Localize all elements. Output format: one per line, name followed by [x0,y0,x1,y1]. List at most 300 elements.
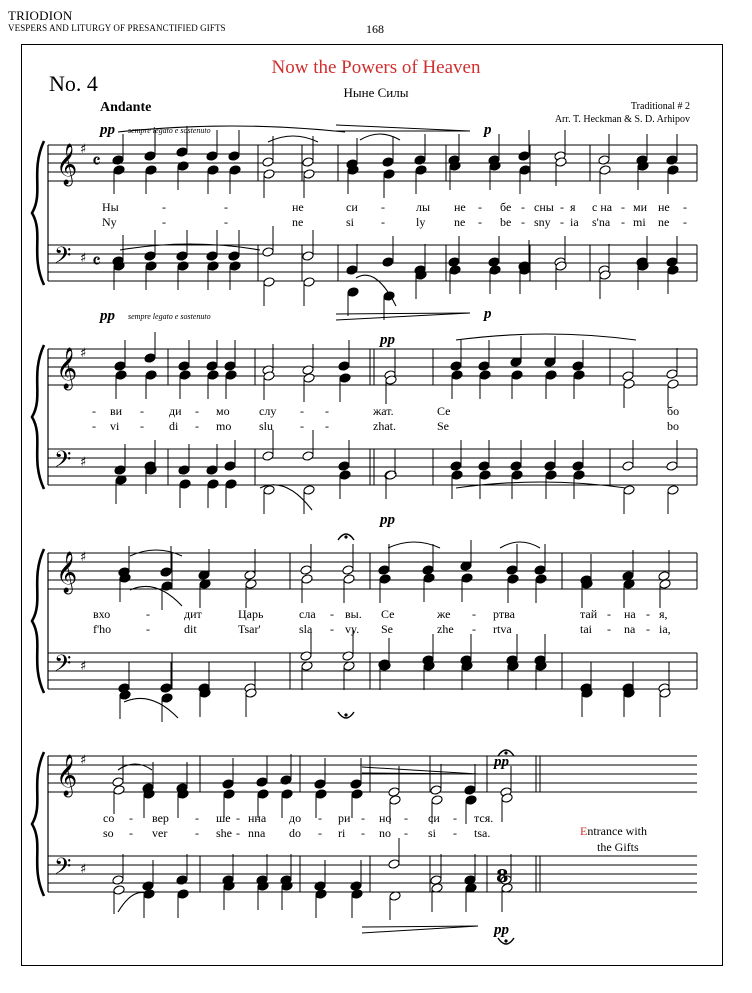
dynamic-pp: pp [100,122,115,138]
lyric-syllable-cyr: вхо [93,607,111,621]
lyric-syllable-lat: Ny [102,215,117,229]
lyric-syllable-lat: ne [454,215,466,229]
slur [388,542,440,548]
soprano-note [144,353,156,364]
lyric-syllable-cyr: слу [259,404,277,418]
rubric-line-2: the Gifts [597,840,639,854]
lyric-syllable-lat: - [224,215,228,229]
lyric-syllable-lat: - [472,622,476,636]
lyric-syllable-lat: - [683,215,687,229]
soprano-note [224,361,236,372]
tempo-marking: Andante [100,100,152,115]
lyric-syllable-cyr: на [624,607,636,621]
bass-note [263,277,275,288]
system-4-brace [32,752,44,896]
lyric-syllable-cyr: - [318,811,322,825]
lyric-syllable-cyr: - [129,811,133,825]
lyric-syllable-cyr: ви [110,404,123,418]
lyric-syllable-cyr: но [379,811,392,825]
lyric-syllable-cyr: лы [416,200,431,214]
system-2-bass-key-sharp: ♯ [80,455,87,470]
bass-note [177,261,189,272]
piece-number: No. 4 [49,71,98,96]
soprano-note [342,565,354,576]
bass-note [489,265,501,276]
lyric-syllable-lat: - [146,622,150,636]
tenor-note [342,651,354,662]
bass-note [667,265,679,276]
lyric-syllable-lat: ver [152,826,168,840]
tenor-note [448,257,460,268]
alto-note [225,370,237,381]
lyric-syllable-cyr: вы. [345,607,362,621]
lyric-syllable-cyr: Ны [102,200,119,214]
lyric-syllable-cyr: - [621,200,625,214]
lyric-syllable-lat: ia, [659,622,671,636]
lyric-syllable-lat: - [318,826,322,840]
soprano-note [228,151,240,162]
lyric-syllable-cyr: нна [248,811,267,825]
tenor-note [142,881,154,892]
soprano-note [518,151,530,162]
alto-note [431,795,443,806]
system-3-bass-key-sharp: ♯ [80,659,87,674]
bass-note [303,277,315,288]
fermata-dot [504,939,507,942]
soprano-note [222,779,234,790]
tenor-note [464,875,476,886]
bass-note [225,479,237,490]
fermata-dot [344,713,347,716]
lyric-syllable-lat: - [129,826,133,840]
soprano-note [382,157,394,168]
lyric-syllable-cyr: не [454,200,466,214]
system-1-brace [32,141,44,285]
lyric-syllable-lat: - [195,826,199,840]
tenor-note [488,257,500,268]
soprano-note [280,775,292,786]
lyric-syllable-cyr: ртва [493,607,515,621]
section-title: VESPERS AND LITURGY OF PRESANCTIFIED GIFTS [8,23,226,33]
tenor-note [176,251,188,262]
tenor-note [262,247,274,258]
tenor-note [178,465,190,476]
piece-subtitle: Ныне Силы [343,85,409,100]
tenor-note [622,461,634,472]
tenor-note [510,461,522,472]
bass-note [161,693,173,704]
lyric-syllable-cyr: си [346,200,358,214]
tenor-note [112,875,124,886]
lyric-syllable-lat: so [103,826,114,840]
lyric-syllable-lat: ri [338,826,346,840]
alto-note [303,169,315,180]
lyric-syllable-cyr: со [103,811,115,825]
rubric-line-1: Entrance with [580,824,647,838]
bass-note [177,889,189,900]
soprano-note [314,779,326,790]
lyric-syllable-lat: - [621,215,625,229]
soprano-note [598,155,610,166]
bass-note [449,265,461,276]
tenor-note [388,859,400,870]
expression-marking: sempre legato e sostenuto [128,126,211,135]
dynamic-pp: pp [494,754,509,770]
lyric-syllable-lat: - [453,826,457,840]
system-1-treble-key-sharp: ♯ [80,142,87,157]
lyric-syllable-cyr: я, [659,607,668,621]
lyric-syllable-lat: - [92,419,96,433]
lyric-syllable-cyr: - [162,200,166,214]
lyric-syllable-lat: - [521,215,525,229]
lyric-syllable-lat: vi [110,419,120,433]
soprano-note [506,565,518,576]
system-3-treble-key-sharp: ♯ [80,550,87,565]
alto-note [415,165,427,176]
dynamic-pp: pp [494,922,509,938]
alto-note [207,370,219,381]
soprano-note [666,155,678,166]
tenor-note [666,461,678,472]
tenor-note [206,251,218,262]
alto-note [263,169,275,180]
bass-note [179,479,191,490]
lyric-syllable-cyr: сла [299,607,316,621]
lyric-syllable-lat: - [162,215,166,229]
soprano-note [112,777,124,788]
bass-note [451,470,463,481]
lyric-syllable-cyr: - [195,404,199,418]
lyric-syllable-cyr: тся. [474,811,494,825]
dynamic-pp: pp [380,512,395,528]
lyric-syllable-lat: ly [416,215,426,229]
lyric-syllable-cyr: - [560,200,564,214]
lyric-syllable-cyr: не [658,200,670,214]
soprano-note [112,155,124,166]
lyric-syllable-lat: f'ho [93,622,112,636]
alto-note [535,574,547,585]
lyric-syllable-lat: sla [299,622,313,636]
alto-note [511,370,523,381]
dynamic-pp: pp [380,332,395,348]
tenor-note [346,265,358,276]
lyric-syllable-cyr: - [325,404,329,418]
lyric-syllable-cyr: - [330,607,334,621]
system-2-bass-clef: 𝄢 [54,447,72,478]
lyric-syllable-cyr: - [146,607,150,621]
lyric-syllable-cyr: ше [216,811,231,825]
lyric-syllable-lat: no [379,826,391,840]
alto-note [301,574,313,585]
alto-note [667,165,679,176]
tenor-note [206,465,218,476]
tenor-note [224,461,236,472]
lyric-syllable-lat: na [624,622,636,636]
lyric-syllable-lat: s'na [592,215,611,229]
lyric-syllable-cyr: сны [534,200,554,214]
system-3-brace [32,549,44,693]
bass-note [207,261,219,272]
lyric-syllable-cyr: - [92,404,96,418]
soprano-note [388,787,400,798]
lyric-syllable-cyr: бо [667,404,680,418]
tenor-note [114,465,126,476]
slur [456,334,636,340]
bass-note [479,470,491,481]
lyric-syllable-lat: - [646,622,650,636]
alto-note [465,795,477,806]
soprano-note [414,155,426,166]
lyric-syllable-cyr: Се [437,404,451,418]
soprano-note [464,785,476,796]
tenor-note [144,251,156,262]
alto-note [423,573,435,584]
bass-note [303,485,315,496]
system-1-bass-clef: 𝄢 [54,243,72,274]
system-1-treble-time-signature: 𝄴 [92,149,101,173]
alto-note [223,789,235,800]
tenor-note [302,251,314,262]
dynamic-p: p [484,122,492,138]
bass-note [145,261,157,272]
soprano-note [338,361,350,372]
alto-note [461,573,473,584]
lyric-syllable-lat: Se [437,419,449,433]
soprano-note [206,151,218,162]
lyric-syllable-cyr: Се [381,607,395,621]
bass-note [545,470,557,481]
system-2-treble-key-sharp: ♯ [80,346,87,361]
lyric-syllable-lat: dit [184,622,197,636]
alto-note [507,574,519,585]
bass-note [351,889,363,900]
lyric-syllable-cyr: вер [152,811,169,825]
dynamic-pp: pp [100,308,115,324]
lyric-syllable-lat: ia [570,215,579,229]
lyric-syllable-cyr: мо [216,404,230,418]
lyric-syllable-lat: - [381,215,385,229]
octave-marking: 8 [496,866,509,887]
lyric-syllable-lat: ne [658,215,670,229]
soprano-note [622,371,634,382]
lyric-syllable-lat: Se [381,622,393,636]
tenor-note [350,881,362,892]
lyric-syllable-cyr: ди [169,404,182,418]
alto-note [229,165,241,176]
tenor-note [300,651,312,662]
lyric-syllable-lat: - [140,419,144,433]
credit-traditional: Traditional # 2 [630,101,690,112]
lyric-syllable-lat: zhe [437,622,454,636]
bass-note [623,485,635,496]
bass-note [573,470,585,481]
fermata-dot [344,535,347,538]
decrescendo-hairpin [336,125,470,131]
lyric-syllable-lat: ne [292,215,304,229]
alto-note [145,165,157,176]
soprano-note [302,365,314,376]
lyric-syllable-lat: - [330,622,334,636]
lyric-syllable-lat: vy. [345,622,360,636]
slur [268,136,318,142]
lyric-syllable-cyr: си [428,811,440,825]
alto-note [623,379,635,390]
bass-note [229,261,241,272]
lyric-syllable-lat: di [169,419,179,433]
soprano-note [256,777,268,788]
soprano-note [302,157,314,168]
bass-note [511,470,523,481]
soprano-note [350,779,362,790]
soprano-note [450,361,462,372]
book-title: TRIODION [8,8,73,23]
lyric-syllable-lat: - [325,419,329,433]
lyric-syllable-cyr: с на [592,200,613,214]
system-1-bass-time-signature: 𝄴 [92,249,101,273]
lyric-syllable-cyr: - [453,811,457,825]
lyric-syllable-lat: be [500,215,512,229]
soprano-note [430,785,442,796]
lyric-syllable-lat: sny [534,215,551,229]
soprano-note [478,361,490,372]
lyric-syllable-cyr: жат. [373,404,394,418]
alto-note [389,795,401,806]
lyric-syllable-lat: she [216,826,232,840]
lyric-syllable-cyr: - [224,200,228,214]
tenor-note [302,451,314,462]
lyric-syllable-cyr: - [521,200,525,214]
system-3-treble-clef: 𝄞 [56,552,78,593]
lyric-syllable-cyr: дит [184,607,202,621]
soprano-note [114,361,126,372]
bass-note [113,885,125,896]
system-2-brace [32,345,44,489]
alto-note [479,370,491,381]
tenor-note [666,257,678,268]
lyric-syllable-cyr: - [140,404,144,418]
alto-note [281,789,293,800]
system-4-treble-key-sharp: ♯ [80,753,87,768]
lyric-syllable-lat: zhat. [373,419,396,433]
lyric-syllable-lat: tai [580,622,592,636]
system-4-bass-clef: 𝄢 [54,854,72,885]
soprano-note [178,361,190,372]
alto-note [177,161,189,172]
lyric-syllable-cyr: бе [500,200,512,214]
system-4-bass-key-sharp: ♯ [80,862,87,877]
expression-marking: sempre legato e sostenuto [128,312,211,321]
alto-note [545,370,557,381]
lyric-syllable-lat: tsa. [474,826,491,840]
tenor-note [544,461,556,472]
tenor-note [478,461,490,472]
bass-note [339,470,351,481]
soprano-note [378,565,390,576]
alto-note [207,165,219,176]
alto-note [451,370,463,381]
lyric-syllable-lat: do [289,826,301,840]
slur [356,275,396,306]
bass-note [667,485,679,496]
lyric-syllable-cyr: ми [633,200,648,214]
credit-arrangers: Arr. T. Heckman & S. D. Arhipov [554,114,690,125]
soprano-note [422,565,434,576]
lyric-syllable-cyr: - [472,607,476,621]
dynamic-p: p [484,306,492,322]
alto-note [315,789,327,800]
tenor-note [262,451,274,462]
bass-note [383,291,395,302]
lyric-syllable-cyr: не [292,200,304,214]
tenor-note [176,875,188,886]
lyric-syllable-lat: - [361,826,365,840]
tenor-note [430,875,442,886]
lyric-syllable-lat: mi [633,215,646,229]
lyric-syllable-lat: si [346,215,355,229]
lyric-syllable-lat: mo [216,419,232,433]
lyric-syllable-lat: Tsar' [238,622,261,636]
lyric-syllable-lat: rtva [493,622,512,636]
lyric-syllable-cyr: - [381,200,385,214]
lyric-syllable-lat: - [560,215,564,229]
lyric-syllable-cyr: - [683,200,687,214]
alto-note [343,574,355,585]
alto-note [303,373,315,384]
lyric-syllable-cyr: тай [580,607,598,621]
system-4-treble-clef: 𝄞 [56,755,78,796]
alto-note [115,370,127,381]
alto-note [519,165,531,176]
lyric-syllable-lat: slu [259,419,274,433]
lyric-syllable-cyr: Царь [238,607,264,621]
alto-note [179,370,191,381]
slur [360,134,400,140]
alto-note [145,370,157,381]
bass-note [347,287,359,298]
tenor-note [338,461,350,472]
tenor-note [382,257,394,268]
alto-note [113,785,125,796]
lyric-syllable-cyr: - [300,404,304,418]
lyric-syllable-cyr: же [437,607,451,621]
alto-note [161,581,173,592]
soprano-note [206,361,218,372]
lyric-syllable-cyr: - [195,811,199,825]
lyric-syllable-lat: bo [667,419,679,433]
lyric-syllable-cyr: до [289,811,302,825]
lyric-syllable-lat: nna [248,826,266,840]
lyric-syllable-lat: - [236,826,240,840]
tenor-note [450,461,462,472]
lyric-syllable-lat: - [607,622,611,636]
soprano-note [144,151,156,162]
lyric-syllable-cyr: - [361,811,365,825]
lyric-syllable-cyr: - [236,811,240,825]
page-number: 168 [366,22,384,36]
lyric-syllable-cyr: я [570,200,576,214]
system-1-bass-key-sharp: ♯ [80,251,87,266]
alto-note [351,789,363,800]
soprano-note [300,565,312,576]
soprano-note [160,567,172,578]
lyric-syllable-lat: - [195,419,199,433]
lyric-syllable-cyr: - [404,811,408,825]
alto-note [113,165,125,176]
system-3-bass-clef: 𝄢 [54,651,72,682]
tenor-note [228,251,240,262]
lyric-syllable-cyr: ри [338,811,351,825]
soprano-note [534,565,546,576]
